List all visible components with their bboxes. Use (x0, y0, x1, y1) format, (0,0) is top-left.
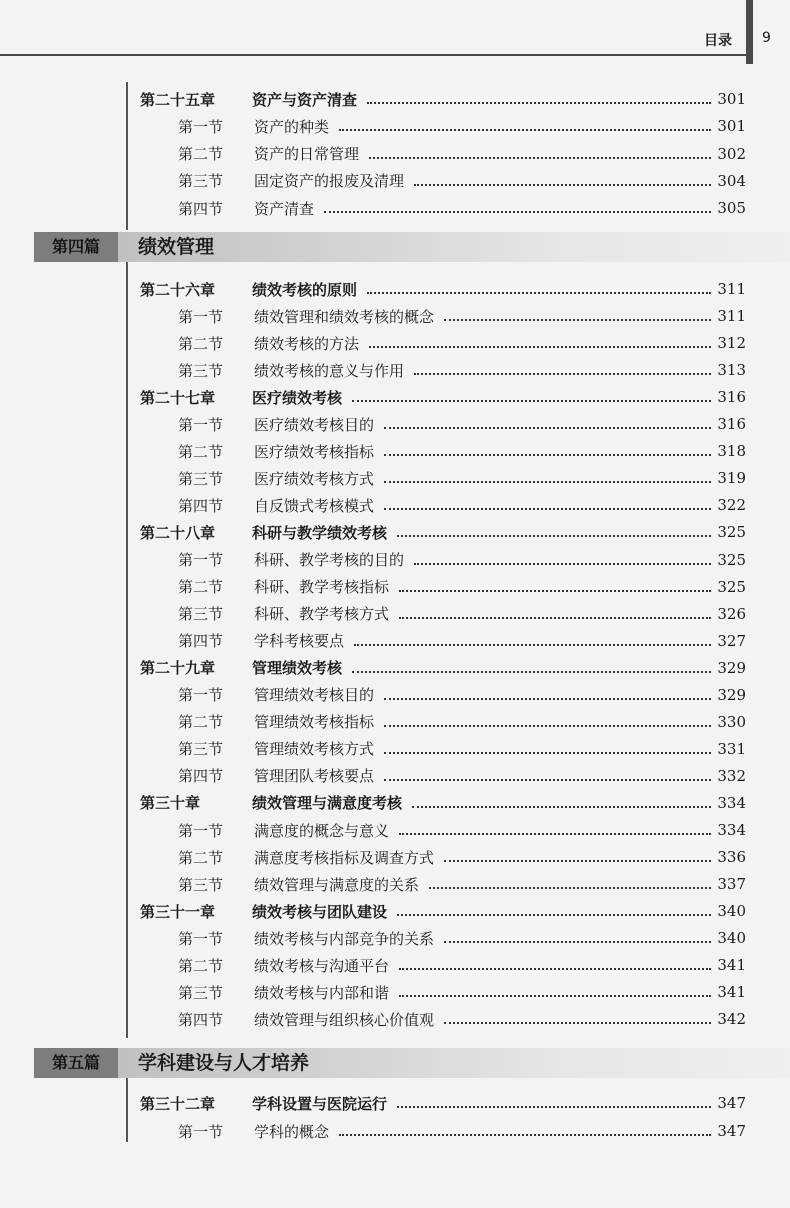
toc-chapter-entry (140, 1089, 746, 1117)
dot-leader (384, 427, 711, 429)
dot-leader (367, 102, 711, 104)
dot-leader (412, 806, 711, 808)
page-ref: 316 (717, 415, 746, 434)
chapter-label: 第二十五章 (140, 90, 216, 109)
toc-section-entry (178, 600, 746, 628)
section-label: 第一节 (178, 415, 224, 434)
page-ref: 316 (717, 388, 746, 407)
dot-leader (414, 184, 711, 186)
toc-section-entry (178, 681, 746, 709)
chapter-label: 第二十八章 (140, 523, 216, 542)
page-ref: 340 (717, 902, 746, 921)
toc-section-entry (178, 491, 746, 519)
section-title: 满意度的概念与意义 (254, 821, 390, 840)
chapter-label: 第二十七章 (140, 388, 216, 407)
chapter-label: 第二十九章 (140, 659, 216, 678)
toc-chapter-entry (140, 383, 746, 411)
page-ref: 304 (717, 171, 746, 190)
section-label: 第三节 (178, 875, 224, 894)
dot-leader (414, 373, 711, 375)
section-label: 第一节 (178, 307, 224, 326)
page-ref: 340 (717, 929, 746, 948)
dot-leader (399, 617, 711, 619)
chapter-label: 第三十章 (140, 794, 201, 813)
page-ref: 302 (717, 144, 746, 163)
toc-section-entry (178, 167, 746, 195)
toc-section-entry (178, 437, 746, 465)
section-label: 第二节 (178, 578, 224, 597)
toc-section-entry (178, 627, 746, 655)
chapter-title: 管理绩效考核 (252, 659, 343, 678)
header-rule (0, 54, 752, 56)
section-label: 第四节 (178, 496, 224, 515)
section-title: 资产的日常管理 (254, 145, 360, 164)
toc-section-entry (178, 1005, 746, 1033)
toc-section-entry (178, 573, 746, 601)
section-label: 第四节 (178, 199, 224, 218)
chapter-title: 绩效考核与团队建设 (252, 902, 388, 921)
dot-leader (399, 833, 711, 835)
section-label: 第一节 (178, 929, 224, 948)
toc-chapter-entry (140, 897, 746, 925)
page-ref: 301 (717, 117, 746, 136)
dot-leader (339, 1134, 711, 1136)
section-label: 第三节 (178, 469, 224, 488)
toc-chapter-entry (140, 654, 746, 682)
chapter-title: 资产与资产清查 (252, 90, 358, 109)
toc-section-entry (178, 870, 746, 898)
page-ref: 318 (717, 442, 746, 461)
section-title: 绩效考核与内部竞争的关系 (254, 929, 435, 948)
section-title: 资产的种类 (254, 117, 330, 136)
part-title: 学科建设与人才培养 (138, 1052, 310, 1074)
section-title: 管理绩效考核目的 (254, 686, 375, 705)
dot-leader (384, 698, 711, 700)
section-label: 第三节 (178, 983, 224, 1002)
section-title: 绩效考核的意义与作用 (254, 361, 405, 380)
dot-leader (384, 481, 711, 483)
page-ref: 336 (717, 848, 746, 867)
toc-chapter-entry (140, 85, 746, 113)
page-ref: 347 (717, 1122, 746, 1140)
section-title: 资产清查 (254, 199, 315, 218)
chapter-title: 学科设置与医院运行 (252, 1094, 388, 1113)
section-title: 绩效管理和绩效考核的概念 (254, 307, 435, 326)
dot-leader (352, 671, 711, 673)
toc-chapter-entry (140, 275, 746, 303)
section-label: 第一节 (178, 117, 224, 136)
toc-section-entry (178, 112, 746, 140)
section-title: 科研、教学考核的目的 (254, 551, 405, 569)
page-ref: 319 (717, 469, 746, 488)
toc-section-entry (178, 735, 746, 763)
section-label: 第二节 (178, 145, 224, 164)
dot-leader (414, 563, 711, 565)
section-label: 第二节 (178, 442, 224, 461)
section-label: 第三节 (178, 740, 224, 759)
page-ref: 347 (717, 1094, 746, 1112)
section-title: 管理团队考核要点 (254, 767, 375, 786)
section-title: 自反馈式考核模式 (254, 496, 375, 515)
section-title: 医疗绩效考核目的 (254, 415, 375, 434)
dot-leader (399, 968, 711, 970)
part-heading-4 (34, 232, 790, 262)
page-ref: 342 (717, 1010, 746, 1029)
toc-section-entry (178, 410, 746, 438)
dot-leader (384, 508, 711, 510)
running-header-title: 目录 (704, 33, 732, 49)
toc-chapter-entry (140, 518, 746, 546)
dot-leader (369, 346, 711, 348)
toc-vertical-rule (126, 1078, 128, 1142)
dot-leader (399, 995, 711, 997)
toc-section-entry (178, 546, 746, 574)
section-title: 学科的概念 (254, 1122, 330, 1141)
page-ref: 313 (717, 361, 746, 380)
section-title: 医疗绩效考核指标 (254, 442, 375, 461)
toc-section-entry (178, 924, 746, 952)
page-ref: 325 (717, 523, 746, 542)
page-ref: 332 (717, 766, 746, 785)
chapter-title: 科研与教学绩效考核 (252, 523, 388, 542)
toc-section-entry (178, 978, 746, 1006)
page-ref: 341 (717, 983, 746, 1002)
section-title: 绩效考核与内部和谐 (254, 983, 390, 1002)
toc-section-entry (178, 464, 746, 492)
dot-leader (444, 319, 711, 321)
section-title: 医疗绩效考核方式 (254, 469, 375, 488)
section-label: 第三节 (178, 172, 224, 191)
toc-section-entry (178, 816, 746, 844)
section-title: 科研、教学考核指标 (254, 578, 390, 597)
page-ref: 337 (717, 875, 746, 894)
part-label: 第四篇 (34, 232, 118, 262)
part-label: 第五篇 (34, 1048, 118, 1078)
page-ref: 311 (717, 280, 746, 298)
dot-leader (324, 211, 711, 213)
chapter-title: 医疗绩效考核 (252, 388, 343, 407)
part-title: 绩效管理 (138, 236, 215, 258)
section-label: 第一节 (178, 1122, 224, 1141)
section-title: 绩效考核的方法 (254, 334, 360, 353)
page-ref: 330 (717, 712, 746, 731)
section-title: 科研、教学考核方式 (254, 605, 390, 624)
section-label: 第一节 (178, 686, 224, 705)
page-header (0, 0, 790, 70)
page-ref: 329 (717, 685, 746, 704)
section-label: 第三节 (178, 605, 224, 624)
toc-chapter-entry (140, 789, 746, 817)
dot-leader (397, 535, 711, 537)
section-label: 第二节 (178, 713, 224, 732)
page-ref: 312 (717, 334, 746, 353)
toc-section-entry (178, 356, 746, 384)
dot-leader (397, 914, 711, 916)
part-heading-5 (34, 1048, 790, 1078)
toc-vertical-rule (126, 82, 128, 230)
section-title: 绩效考核与沟通平台 (254, 956, 390, 975)
page-ref: 301 (717, 90, 746, 108)
section-label: 第四节 (178, 1010, 224, 1029)
section-label: 第一节 (178, 821, 224, 840)
page-ref: 334 (717, 821, 746, 839)
page-ref: 341 (717, 956, 746, 975)
dot-leader (444, 941, 711, 943)
dot-leader (369, 157, 711, 159)
chapter-label: 第三十一章 (140, 902, 216, 921)
dot-leader (384, 779, 711, 781)
section-title: 管理绩效考核方式 (254, 740, 375, 759)
section-title: 固定资产的报废及清理 (254, 172, 405, 191)
toc-section-entry (178, 302, 746, 330)
toc-vertical-rule (126, 262, 128, 1038)
dot-leader (339, 129, 711, 131)
section-label: 第四节 (178, 767, 224, 786)
section-label: 第二节 (178, 334, 224, 353)
section-label: 第一节 (178, 551, 224, 569)
page-ref: 311 (717, 307, 746, 326)
section-label: 第三节 (178, 361, 224, 380)
section-title: 绩效管理与组织核心价值观 (254, 1010, 435, 1029)
chapter-label: 第三十二章 (140, 1094, 216, 1113)
dot-leader (384, 725, 711, 727)
toc-section-entry (178, 708, 746, 736)
toc-section-entry (178, 951, 746, 979)
page-ref: 305 (717, 199, 746, 218)
section-title: 绩效管理与满意度的关系 (254, 875, 420, 894)
section-title: 学科考核要点 (254, 632, 345, 651)
header-edge-tab (746, 0, 753, 64)
page-ref: 331 (717, 739, 746, 758)
dot-leader (444, 860, 711, 862)
page-ref: 329 (717, 658, 746, 677)
section-title: 管理绩效考核指标 (254, 713, 375, 732)
chapter-label: 第二十六章 (140, 280, 216, 299)
section-label: 第二节 (178, 848, 224, 867)
section-label: 第二节 (178, 956, 224, 975)
chapter-title: 绩效考核的原则 (252, 280, 358, 299)
page-ref: 325 (717, 577, 746, 596)
dot-leader (429, 887, 711, 889)
page-ref: 334 (717, 793, 746, 812)
toc-section-entry (178, 1117, 746, 1145)
page-ref: 325 (717, 550, 746, 569)
toc-section-entry (178, 762, 746, 790)
page-ref: 326 (717, 604, 746, 623)
section-title: 满意度考核指标及调查方式 (254, 848, 435, 867)
toc-section-entry (178, 329, 746, 357)
dot-leader (444, 1022, 711, 1024)
dot-leader (384, 752, 711, 754)
page-ref: 322 (717, 496, 746, 515)
dot-leader (384, 454, 711, 456)
dot-leader (354, 644, 711, 646)
toc-section-entry (178, 843, 746, 871)
page-number: 9 (762, 30, 771, 46)
toc-section-entry (178, 140, 746, 168)
dot-leader (397, 1106, 711, 1108)
page-ref: 327 (717, 631, 746, 650)
toc-section-entry (178, 194, 746, 222)
chapter-title: 绩效管理与满意度考核 (252, 794, 403, 813)
section-label: 第四节 (178, 632, 224, 651)
dot-leader (399, 590, 711, 592)
dot-leader (367, 292, 711, 294)
dot-leader (352, 400, 711, 402)
